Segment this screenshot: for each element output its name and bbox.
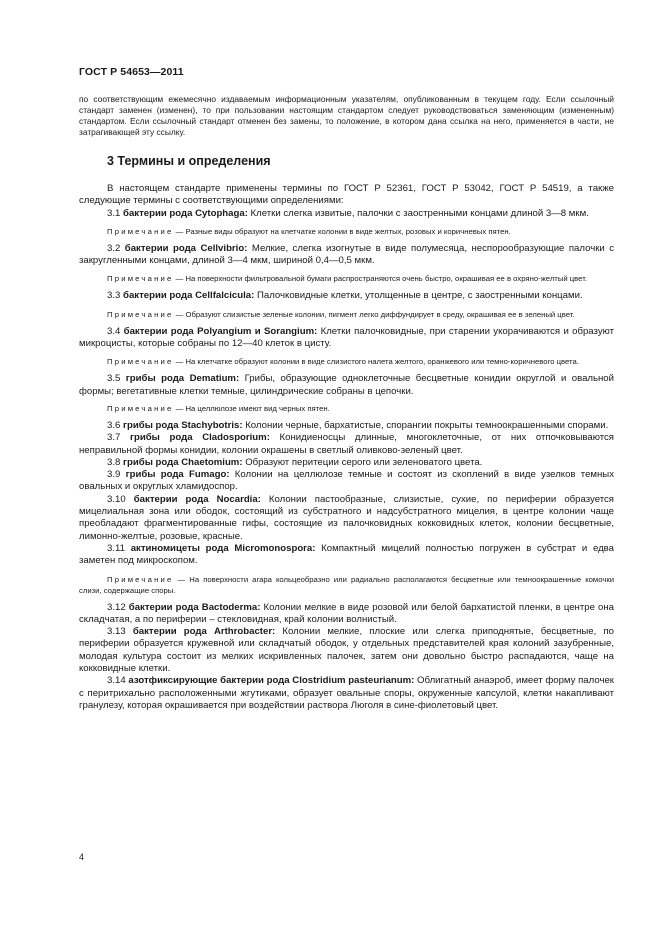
running-header: ГОСТ Р 54653—2011 — [79, 66, 184, 78]
lead-paragraph: В настоящем стандарте применены термины по ГОСТ Р 52361, ГОСТ Р 53042, ГОСТ Р 54519, а также следующие термины с соответствующими определениями: — [79, 183, 614, 207]
term: грибы рода Cladosporium: — [130, 432, 270, 444]
term: бактерии рода Bactoderma: — [128, 601, 261, 613]
page-number: 4 — [79, 852, 85, 862]
term: грибы рода Fumago: — [125, 469, 230, 481]
entry-3-14: 3.14 азотфиксирующие бактерии рода Clostridium pasteurianum: Облигатный анаэроб, имеет форму палочек с перитрихально расположенными жгутиками, образует овальные споры, окруженные капсулой, клетки накапливают гранулезу, которая окрашивается при воздействии раствора Люголя в сине-фиолетовый цвет. — [79, 675, 614, 711]
entry-3-11: 3.11 актиномицеты рода Micromonospora: Компактный мицелий полностью погружен в субстрат и едва заметен под микроскопом. — [79, 542, 615, 567]
entry-3-6: 3.6 грибы рода Stachybotris: Колонии черные, бархатистые, спорангии покрыты темноокрашенными спорами. — [107, 419, 609, 431]
term: бактерии рода Polyangium и Sorangium: — [123, 325, 318, 337]
note-3-4: Примечание — На клетчатке образуют колонии в виде слизистого налета желтого, оранжевого или темно-коричневого цвета. — [107, 357, 579, 367]
note-3-3: Примечание — Образуют слизистые зеленые колонии, пигмент легко диффундирует в среду, окрашивая ее в зеленый цвет. — [107, 309, 575, 319]
entry-3-1: 3.1 бактерии рода Cytophaga: Клетки слегка извитые, палочки с заостренными концами длиной 3—8 мкм. — [107, 207, 589, 219]
entry-3-3: 3.3 бактерии рода Cellfalcicula: Палочковидные клетки, утолщенные в центре, с заостренными концами. — [107, 290, 583, 302]
page-content — [79, 94, 614, 712]
term: бактерии рода Cytophaga: — [123, 207, 248, 219]
term: грибы рода Chaetomium: — [123, 456, 243, 468]
term: бактерии рода Nocardia: — [133, 493, 261, 505]
entry-3-13: 3.13 бактерии рода Arthrobacter: Колонии мелкие, плоские или слегка приподнятые, бесцветные, по периферии образуется кружевной или складчатый ободок, у отдельных представителей края колоний зазубренные, молодая культура состоит из мелких искривленных палочек, затем они довольно быстро распадаются, чаще на кокковидные клетки. — [79, 626, 615, 675]
term: грибы рода Dematium: — [125, 373, 240, 385]
intro-paragraph: по соответствующим ежемесячно издаваемым информационным указателям, опубликованным в текущем году. Если ссылочный стандарт заменен (изменен), то при пользовании настоящим стандартом следует руководствоваться заменяющим (измененным) стандартом. Если ссылочный стандарт отменен без замены, то положение, в котором дана ссылка на него, применяется в части, не затрагивающей эту ссылку. — [79, 94, 614, 137]
note-3-11: Примечание — На поверхности агара кольцеобразно или радиально располагаются бесцветные или темноокрашенные комочки слизи, содержащие споры. — [79, 574, 614, 595]
term: бактерии рода Arthrobacter: — [132, 626, 276, 638]
entry-3-9: 3.9 грибы рода Fumago: Колонии на целлюлозе темные и состоят из скоплений в виде узелков темных овальных и округлых хламидоспор. — [79, 469, 614, 493]
section-title: 3 Термины и определения — [107, 154, 271, 168]
entry-3-7: 3.7 грибы рода Cladosporium: Конидиеносцы длинные, многоклеточные, от них отпочковываются неправильной формы конидии, колонии окрашены в светлый оливково-зеленый цвет. — [79, 432, 614, 456]
note-3-1: Примечание — Разные виды образуют на клетчатке колонии в виде желтых, розовых и коричневых пятен. — [107, 226, 511, 236]
term: бактерии рода Cellvibrio: — [124, 242, 248, 254]
entry-3-12: 3.12 бактерии рода Bactoderma: Колонии мелкие в виде розовой или белой бархатистой пленки, в центре она складчатая, а по периферии – стекловидная, край колонии волнистый. — [79, 601, 614, 625]
term: актиномицеты рода Micromonospora: — [130, 542, 316, 554]
term: азотфиксирующие бактерии рода Clostridium pasteurianum: — [128, 675, 415, 687]
note-3-5: Примечание — На целлюлозе имеют вид черных пятен. — [107, 403, 330, 413]
entry-3-8: 3.8 грибы рода Chaetomium: Образуют перитеции серого или зеленоватого цвета. — [107, 456, 483, 468]
entry-3-2: 3.2 бактерии рода Cellvibrio: Мелкие, слегка изогнутые в виде полумесяца, неспорообразующие палочки с закругленными концами, длиной 3—4 мкм, шириной 0,4—0,5 мкм. — [79, 242, 615, 267]
entry-3-10: 3.10 бактерии рода Nocardia: Колонии пастообразные, слизистые, сухие, по периферии образуется мицелиальная зона или ободок, состоящий из субстратного и надсубстратного мицелия, в центре колонии чаще преобладают фрагментированные гифы, состоящие из палочковидных кокковидных клеток, колонии бесцветные, лимонно-желтые, розовые, красные. — [79, 493, 614, 542]
note-3-2: Примечание — На поверхности фильтровальной бумаги распространяются очень быстро, окрашивая ее в охряно-желтый цвет. — [107, 274, 587, 284]
term: бактерии рода Cellfalcicula: — [123, 290, 255, 302]
term: грибы рода Stachybotris: — [123, 419, 243, 431]
entry-3-4: 3.4 бактерии рода Polyangium и Sorangium: Клетки палочковидные, при старении укорачиваются и образуют микроцисты, которые собраны по 12—40 клеток в цисту. — [79, 325, 614, 350]
entry-3-5: 3.5 грибы рода Dematium: Грибы, образующие одноклеточные бесцветные конидии округлой и овальной формы; вегетативные клетки темные, цилиндрические собраны в цепочки. — [79, 373, 614, 397]
